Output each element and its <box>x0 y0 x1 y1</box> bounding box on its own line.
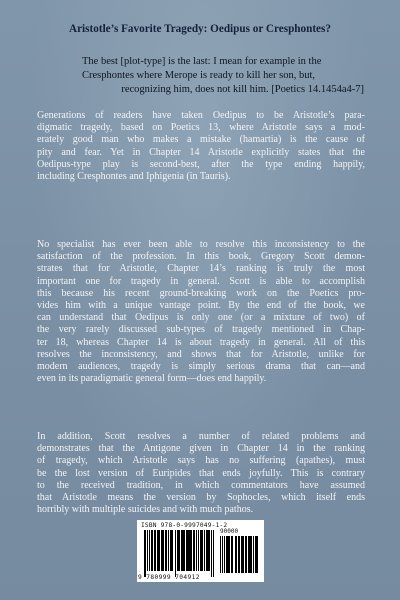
epigraph-line: The best [plot-type] is the last: I mean for example in the <box>82 56 322 67</box>
barcode-bar <box>213 530 214 577</box>
isbn-label: ISBN 978-0-9997049-1-2 <box>141 522 228 529</box>
barcode-bar <box>257 536 258 573</box>
text-line: ter 18, whereas Chapter 14 is about tragedy in general. All of this <box>37 336 365 348</box>
barcode-bar <box>194 530 195 571</box>
addon-barcode-bars <box>220 536 258 573</box>
price-code-label: 90000 <box>220 528 239 535</box>
barcode-bar <box>181 530 182 571</box>
text-line: pity and fear. Yet in Chapter 14 Aristotle explicitly states that the <box>37 146 365 158</box>
epigraph-line: Cresphontes where Merope is ready to kill her son, but, <box>82 70 315 81</box>
barcode-bar <box>147 530 148 571</box>
text-line: this because his recent ground-breaking work on the Poetics pro- <box>37 287 365 299</box>
text-line: Generations of readers have taken Oedipus to be Aristotle’s para- <box>37 110 365 121</box>
text-line: vides him with a unique vantage point. By the end of the book, we <box>37 300 365 312</box>
barcode-bar <box>152 530 153 571</box>
text-line: satisfaction of the profession. In this book, Gregory Scott demon- <box>37 251 365 263</box>
epigraph-line: recognizing him, does not kill him. [Poetics 14.1454a4-7] <box>121 84 364 95</box>
barcode-bar <box>149 530 150 571</box>
text-line: strates that for Aristotle, Chapter 14’s ranking is truly the most <box>37 263 365 275</box>
barcode-bar <box>172 530 173 571</box>
text-line: horribly with multiple suicides and with much pathos. <box>37 504 254 516</box>
back-cover-title: Aristotle’s Favorite Tragedy: Oedipus or Cresphontes? <box>69 23 331 35</box>
text-line: the very rarely discussed sub-types of tragedy mentioned in Chap- <box>37 324 365 336</box>
text-line: resolves the inconsistency, and shows that for Aristotle, unlike for <box>37 348 365 360</box>
text-line: to the received tradition, in which commentators have assumed <box>37 479 365 491</box>
barcode-bar <box>202 530 203 571</box>
barcode-bar <box>232 536 233 573</box>
text-line: be the lost version of Euripides that ends joyfully. This is contrary <box>37 467 365 479</box>
text-line: Oedipus-type play is second-best, after the type ending happily, <box>37 158 365 170</box>
text-line: of tragedy, which Aristotle says has no suffering (apathes), must <box>37 455 365 467</box>
text-line: demonstrates that the Antigone given in Chapter 14 in the ranking <box>37 443 365 455</box>
text-line: that Aristotle means the version by Sophocles, which itself ends <box>37 492 365 504</box>
description-paragraph-3 <box>37 431 365 516</box>
text-line: digmatic tragedy, based on Poetics 13, where Aristotle says a mod- <box>37 122 365 134</box>
isbn-barcode <box>137 520 264 582</box>
barcode-bar <box>168 530 169 571</box>
barcode-bar <box>204 530 205 571</box>
ean-digits-label: 9 780999 704912 <box>138 574 200 581</box>
epigraph-quote <box>82 55 364 97</box>
barcode-bar <box>196 530 197 571</box>
barcode-bar <box>198 530 199 571</box>
barcode-bar <box>191 530 192 571</box>
text-line: In addition, Scott resolves a number of related problems and <box>37 431 365 442</box>
text-line: No specialist has ever been able to resolve this inconsistency to the <box>37 239 365 250</box>
text-line: even in its paradigmatic general form—does end happily. <box>37 373 267 385</box>
barcode-bar <box>224 536 225 573</box>
barcode-bar <box>246 536 247 573</box>
ean-barcode-bars <box>144 530 214 573</box>
barcode-bar <box>155 530 156 571</box>
barcode-bar <box>253 536 254 573</box>
description-paragraph-2 <box>37 239 365 385</box>
barcode-bar <box>239 536 240 573</box>
barcode-bar <box>184 530 185 571</box>
text-line: including Cresphontes and Iphigenia (in Tauris). <box>37 171 231 183</box>
description-paragraph-1 <box>37 110 365 183</box>
text-line: important one for tragedy in general. Scott is able to accomplish <box>37 275 365 287</box>
text-line: modern audiences, tragedy is simply serious drama that can—and <box>37 361 365 373</box>
text-line: can understand that Oedipus is only one (or a mixture of two) of <box>37 312 365 324</box>
text-line: erately good man who makes a mistake (hamartia) is the cause of <box>37 134 365 146</box>
